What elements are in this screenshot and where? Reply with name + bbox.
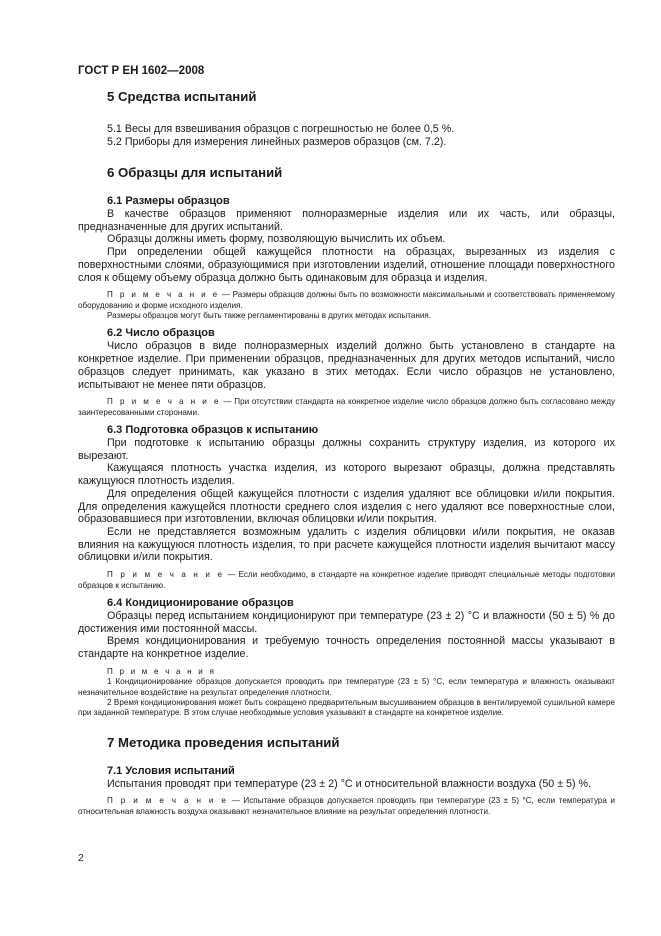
page-content [78, 89, 615, 817]
para-6-3-2: Кажущаяся плотность участка изделия, из которого вырезают образцы, должна представлять кажущуюся плотность изделия. [78, 462, 615, 488]
note-text: — Размеры образцов должны быть по возможности максимальными и соответствовать применяемому оборудованию и форме исходного изделия. [78, 290, 615, 310]
para-6-3-3: Для определения общей кажущейся плотности с изделия удаляют все облицовки и/или покрытия. Для определения кажущейся плотности среднего слоя изделия с него удаляют все поверхностные слои, образовавшиеся при изготовлении, включая облицовки и/или покрытия. [78, 487, 615, 526]
para-7-1-1: Испытания проводят при температуре (23 ± 2) °С и относительной влажности воздуха (50 ± 5) %. [107, 777, 591, 790]
note-label: П р и м е ч а н и е [107, 570, 225, 580]
note-7-1 [78, 796, 615, 817]
section-5-heading: 5 Средства испытаний [107, 89, 257, 104]
para-6-1-1: В качестве образцов применяют полноразмерные изделия или их часть, или образцы, предназначенные для других испытаний. [78, 208, 615, 233]
subsection-6-3-heading: 6.3 Подготовка образцов к испытанию [107, 424, 319, 437]
note-6-1-extra: Размеры образцов могут быть также регламентированы в других методах испытания. [107, 311, 431, 321]
page-number: 2 [78, 852, 84, 864]
para-6-1-3: При определении общей кажущейся плотности на образцах, вырезанных из изделия с поверхностными слоями, образующимися при изготовлении изделий, отношение площади поверхностного слоя к общему объему образца должно быть одинаковым для образца и изделия. [78, 246, 615, 284]
note-label: П р и м е ч а н и е [107, 796, 229, 806]
subsection-6-1-heading: 6.1 Размеры образцов [107, 195, 230, 207]
note-6-4-1: 1 Кондиционирование образцов допускается проводить при температуре (23 ± 5) °С, если температура и влажность оказывают незначительное воздействие на результат определения плотности. [78, 677, 615, 697]
note-6-2 [78, 397, 615, 418]
para-6-4-1: Образцы перед испытанием кондиционируют при температуре (23 ± 2) °С и влажности (50 ± 5) % до достижения ими постоянной массы. [78, 609, 615, 635]
item-5-1: 5.1 Весы для взвешивания образцов с погрешностью не более 0,5 %. [107, 123, 455, 135]
notes-6-4-label: П р и м е ч а н и я [107, 666, 217, 676]
section-6-heading: 6 Образцы для испытаний [107, 165, 283, 180]
note-text: — Если необходимо, в стандарте на конкретное изделие приводят специальные методы подготовки образцов к испытанию. [78, 570, 616, 590]
note-label: П р и м е ч а н и е [107, 290, 220, 300]
note-text: — Испытание образцов допускается проводить при температуре (23 ± 5) °С, если температура и относительная влажность воздуха оказывают незначительное влияние на результат определения плотности. [78, 796, 616, 816]
para-6-4-2: Время кондиционирования и требуемую точность определения постоянной массы указывают в стандарте на конкретное изделие. [78, 635, 615, 661]
para-6-1-2: Образцы должны иметь форму, позволяющую вычислить их объем. [107, 233, 446, 246]
note-6-3 [78, 570, 615, 591]
document-code: ГОСТ Р ЕН 1602—2008 [78, 65, 205, 77]
para-6-3-1: При подготовке к испытанию образцы должны сохранить структуру изделия, из которого их вырезают. [78, 437, 615, 462]
para-6-3-4: Если не представляется возможным удалить с изделия облицовки и/или покрытия, не оказав влияния на кажущуюся плотность изделия, то при расчете кажущейся плотности изделия вычитают массу облицовки и/или покрытия. [78, 525, 615, 564]
note-text: — При отсутствии стандарта на конкретное изделие число образцов должно быть согласовано между заинтересованными сторонами. [78, 397, 615, 417]
para-6-2-1: Число образцов в виде полноразмерных изделий должно быть установлено в стандарте на конкретное изделие. При применении образцов, предназначенных для других методов испытаний, число образцов следует принимать, как указано в этих методах. Если число образцов не установлено, испытывают не менее пяти образцов. [78, 340, 615, 391]
subsection-7-1-heading: 7.1 Условия испытаний [107, 764, 235, 777]
item-5-2: 5.2 Приборы для измерения линейных размеров образцов (см. 7.2). [107, 136, 447, 148]
note-6-4-2: 2 Время кондиционирования может быть сокращено предварительным высушиванием образцов в вентилируемой сушильной камере при заданной температуре. В этом случае необходимые условия указывают в стандарте на конкретное изделие. [78, 697, 615, 718]
subsection-6-4-heading: 6.4 Кондиционирование образцов [107, 596, 294, 609]
section-7-heading: 7 Методика проведения испытаний [107, 734, 340, 750]
note-6-1 [78, 290, 615, 311]
note-label: П р и м е ч а н и е [107, 397, 221, 407]
subsection-6-2-heading: 6.2 Число образцов [107, 327, 215, 340]
